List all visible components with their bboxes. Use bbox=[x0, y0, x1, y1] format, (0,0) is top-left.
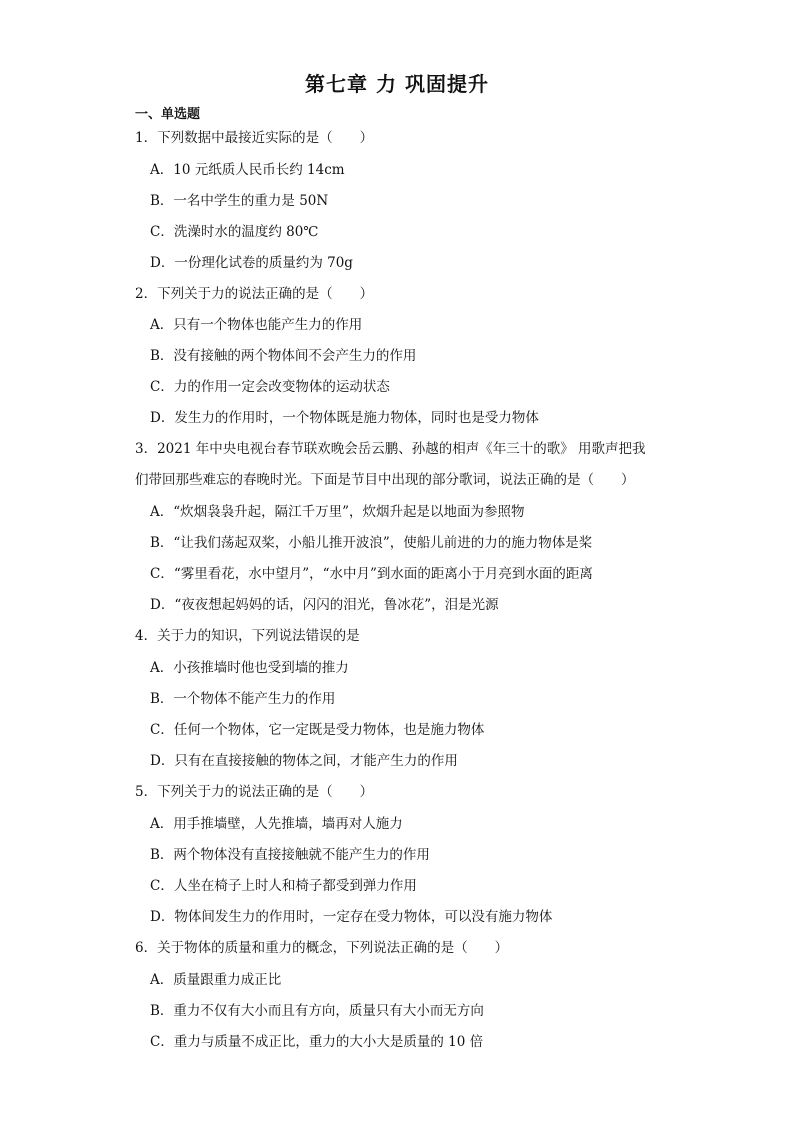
page-title: 第七章 力 巩固提升 bbox=[305, 72, 489, 96]
question-2-option-c: C．力的作用一定会改变物体的运动状态 bbox=[150, 379, 390, 395]
question-2-option-b: B．没有接触的两个物体间不会产生力的作用 bbox=[150, 348, 417, 364]
question-5-option-a: A．用手推墙壁，人先推墙，墙再对人施力 bbox=[150, 816, 403, 832]
question-4-option-c: C．任何一个物体，它一定既是受力物体，也是施力物体 bbox=[150, 722, 485, 738]
question-1-option-a: A．10 元纸质人民币长约 14cm bbox=[150, 162, 345, 178]
question-5-option-b: B．两个物体没有直接接触就不能产生力的作用 bbox=[150, 847, 430, 863]
question-5-option-c: C．人坐在椅子上时人和椅子都受到弹力作用 bbox=[150, 878, 417, 894]
question-5-option-d: D．物体间发生力的作用时，一定存在受力物体，可以没有施力物体 bbox=[150, 909, 553, 925]
question-2-option-a: A．只有一个物体也能产生力的作用 bbox=[150, 317, 363, 333]
question-3-stem: 3．2021 年中央电视台春节联欢晚会岳云鹏、孙越的相声《年三十的歌》 用歌声把我 bbox=[135, 441, 646, 457]
question-1-stem: 1．下列数据中最接近实际的是（ ） bbox=[135, 130, 374, 146]
question-4-option-b: B．一个物体不能产生力的作用 bbox=[150, 691, 336, 707]
question-4-option-d: D．只有在直接接触的物体之间，才能产生力的作用 bbox=[150, 753, 458, 769]
question-3-option-d: D．“夜夜想起妈妈的话，闪闪的泪光，鲁冰花”，泪是光源 bbox=[150, 597, 499, 613]
question-4-option-a: A．小孩推墙时他也受到墙的推力 bbox=[150, 660, 349, 676]
question-3-option-c: C．“雾里看花，水中望月”，“水中月”到水面的距离小于月亮到水面的距离 bbox=[150, 566, 593, 582]
question-3-option-a: A．“炊烟袅袅升起，隔江千万里”，炊烟升起是以地面为参照物 bbox=[150, 504, 525, 520]
question-1-option-c: C．洗澡时水的温度约 80℃ bbox=[150, 224, 319, 240]
question-1-option-b: B．一名中学生的重力是 50N bbox=[150, 193, 329, 209]
question-2-option-d: D．发生力的作用时，一个物体既是施力物体，同时也是受力物体 bbox=[150, 410, 539, 426]
question-6-option-c: C．重力与质量不成正比，重力的大小大是质量的 10 倍 bbox=[150, 1034, 484, 1050]
question-1-option-d: D．一份理化试卷的质量约为 70g bbox=[150, 255, 353, 271]
question-4-stem: 4．关于力的知识，下列说法错误的是 bbox=[135, 628, 360, 644]
question-2-stem: 2．下列关于力的说法正确的是（ ） bbox=[135, 286, 374, 302]
question-3-stem-continued: 们带回那些难忘的春晚时光。下面是节目中出现的部分歌词，说法正确的是（ ） bbox=[135, 472, 635, 488]
question-6-option-b: B．重力不仅有大小而且有方向，质量只有大小而无方向 bbox=[150, 1003, 484, 1019]
section-heading: 一、单选题 bbox=[135, 107, 201, 122]
question-5-stem: 5．下列关于力的说法正确的是（ ） bbox=[135, 784, 374, 800]
question-6-option-a: A．质量跟重力成正比 bbox=[150, 972, 282, 988]
question-3-option-b: B．“让我们荡起双桨，小船儿推开波浪”，使船儿前进的力的施力物体是桨 bbox=[150, 535, 593, 551]
question-6-stem: 6．关于物体的质量和重力的概念，下列说法正确的是（ ） bbox=[135, 940, 509, 956]
